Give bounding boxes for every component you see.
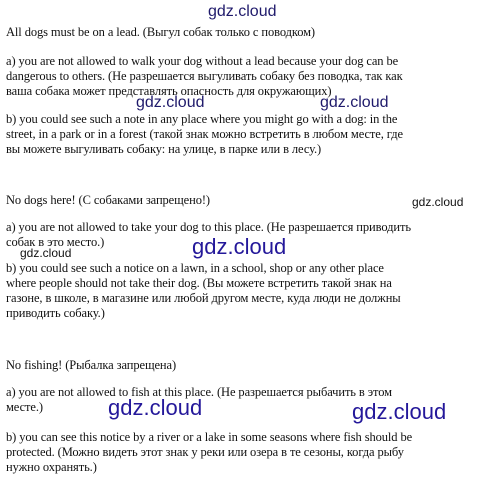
section-2-a-line-1: a) you are not allowed to take your dog to this place. (Не разрешается приводить xyxy=(6,220,411,234)
watermark-section2-left: gdz.cloud xyxy=(20,246,72,260)
section-3-b-line-2: protected. (Можно видеть этот знак у реки или озера в те сезоны, когда рыбу xyxy=(6,445,404,459)
watermark-section1-right: gdz.cloud xyxy=(320,94,389,111)
section-2-b-line-1: b) you could see such a notice on a lawn, in a school, shop or any other place xyxy=(6,261,384,275)
section-3-b-line-3: нужно охранять.) xyxy=(6,460,97,474)
section-3-a-line-1: a) you are not allowed to fish at this place. (Не разрешается рыбачить в этом xyxy=(6,385,392,399)
section-1-a-line-2: dangerous to others. (Не разрешается выгуливать собаку без поводка, так как xyxy=(6,69,403,83)
watermark-section2-right: gdz.cloud xyxy=(412,195,464,209)
section-1-a-line-1: a) you are not allowed to walk your dog without a lead because your dog can be xyxy=(6,54,399,68)
watermark-section1-left: gdz.cloud xyxy=(136,94,205,111)
watermark-section2-center: gdz.cloud xyxy=(192,234,287,259)
section-2-b-line-2: where people should not take their dog. (Вы можете встретить такой знак на xyxy=(6,276,392,290)
section-1-title: All dogs must be on a lead. (Выгул собак только с поводком) xyxy=(6,25,315,39)
watermark-section3-left: gdz.cloud xyxy=(108,395,203,420)
section-3-title: No fishing! (Рыбалка запрещена) xyxy=(6,358,177,372)
section-2-b-line-4: приводить собаку.) xyxy=(6,306,105,320)
watermark-top: gdz.cloud xyxy=(208,3,277,20)
section-1-b-line-2: street, in a park or in a forest (такой знак можно встретить в любом месте, где xyxy=(6,127,403,141)
section-1-a-line-3: ваша собака может представлять опасность для окружающих) xyxy=(6,84,332,98)
section-1-b-line-1: b) you could see such a note in any place where you might go with a dog: in the xyxy=(6,112,398,126)
section-2-title: No dogs here! (С собаками запрещено!) xyxy=(6,193,210,207)
section-2-a-line-2: собак в это место.) xyxy=(6,235,105,249)
section-2-b-line-3: газоне, в школе, в магазине или любой другом месте, куда люди не должны xyxy=(6,291,401,305)
section-3-a-line-2: месте.) xyxy=(6,400,43,414)
section-3-b-line-1: b) you can see this notice by a river or a lake in some seasons where fish should be xyxy=(6,430,413,444)
section-1-b-line-3: вы можете выгуливать собаку: на улице, в парке или в лесу.) xyxy=(6,142,322,156)
watermark-section3-right: gdz.cloud xyxy=(352,399,447,424)
